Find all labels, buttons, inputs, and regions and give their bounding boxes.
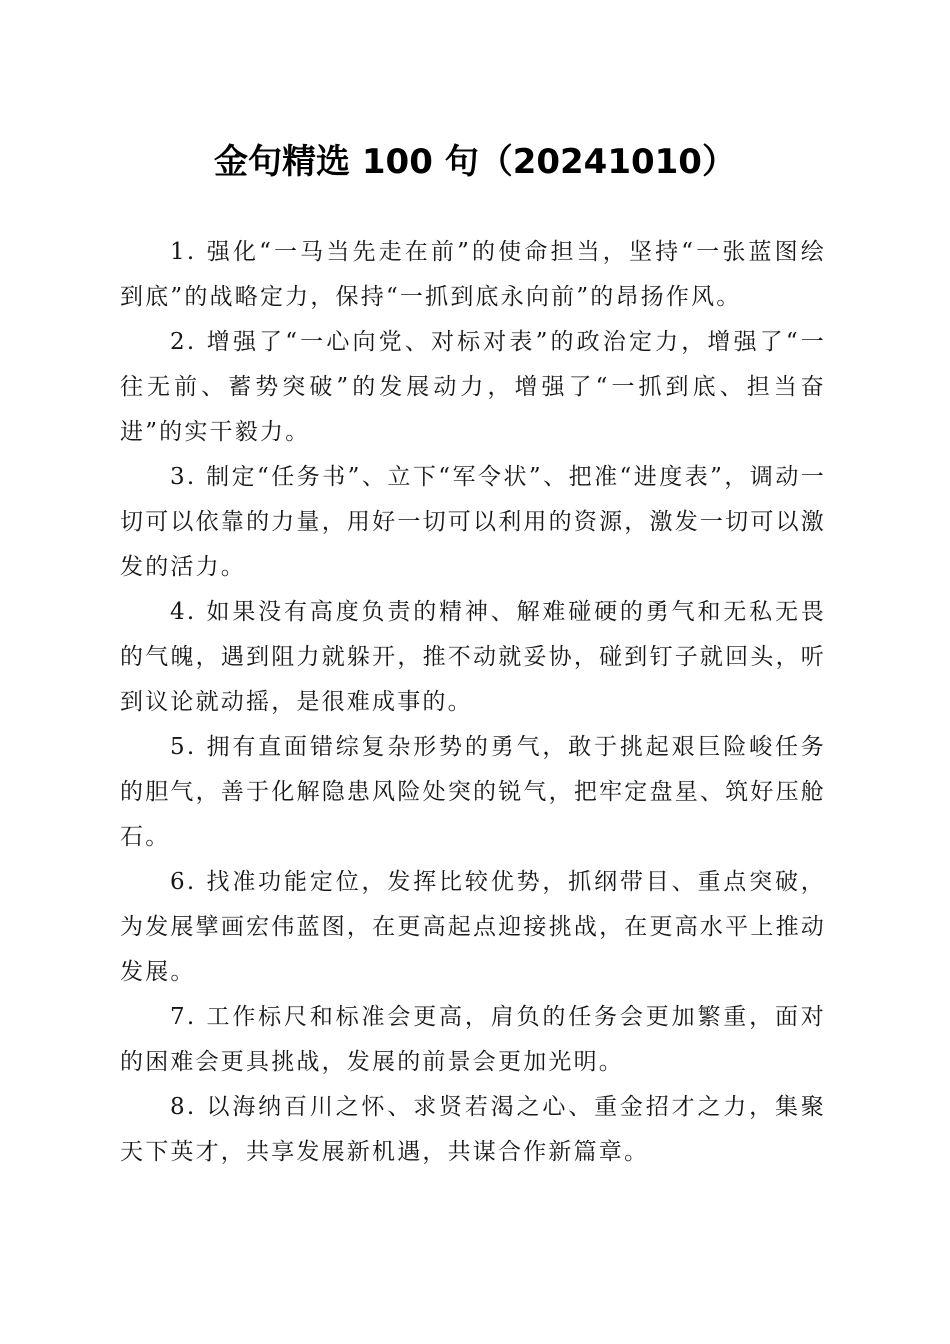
quote-item-4: 4. 如果没有高度负责的精神、解难碰硬的勇气和无私无畏的气魄，遇到阻力就躲开，推不动就妥协，碰到钉子就回头，听到议论就动摇，是很难成事的。 [120, 599, 826, 715]
quote-item-3: 3. 制定“任务书”、立下“军令状”、把准“进度表”，调动一切可以依靠的力量，用好一切可以利用的资源，激发一切可以激发的活力。 [120, 464, 826, 580]
quote-item-6: 6. 找准功能定位，发挥比较优势，抓纲带目、重点突破，为发展擘画宏伟蓝图，在更高起点迎接挑战，在更高水平上推动发展。 [120, 869, 826, 985]
quote-item-7: 7. 工作标尺和标准会更高，肩负的任务会更加繁重，面对的困难会更具挑战，发展的前景会更加光明。 [120, 1004, 826, 1075]
quote-item-8: 8. 以海纳百川之怀、求贤若渴之心、重金招才之力，集聚天下英才，共享发展新机遇，共谋合作新篇章。 [120, 1094, 826, 1165]
quote-item-1: 1. 强化“一马当先走在前”的使命担当，坚持“一张蓝图绘到底”的战略定力，保持“一抓到底永向前”的昂扬作风。 [120, 239, 826, 310]
document-body [120, 230, 826, 1175]
quote-item-2: 2. 增强了“一心向党、对标对表”的政治定力，增强了“一往无前、蓄势突破”的发展动力，增强了“一抓到底、担当奋进”的实干毅力。 [120, 329, 826, 445]
document-title: 金句精选 100 句（20241010） [214, 142, 736, 182]
quote-item-5: 5. 拥有直面错综复杂形势的勇气，敢于挑起艰巨险峻任务的胆气，善于化解隐患风险处突的锐气，把牢定盘星、筑好压舱石。 [120, 734, 826, 850]
